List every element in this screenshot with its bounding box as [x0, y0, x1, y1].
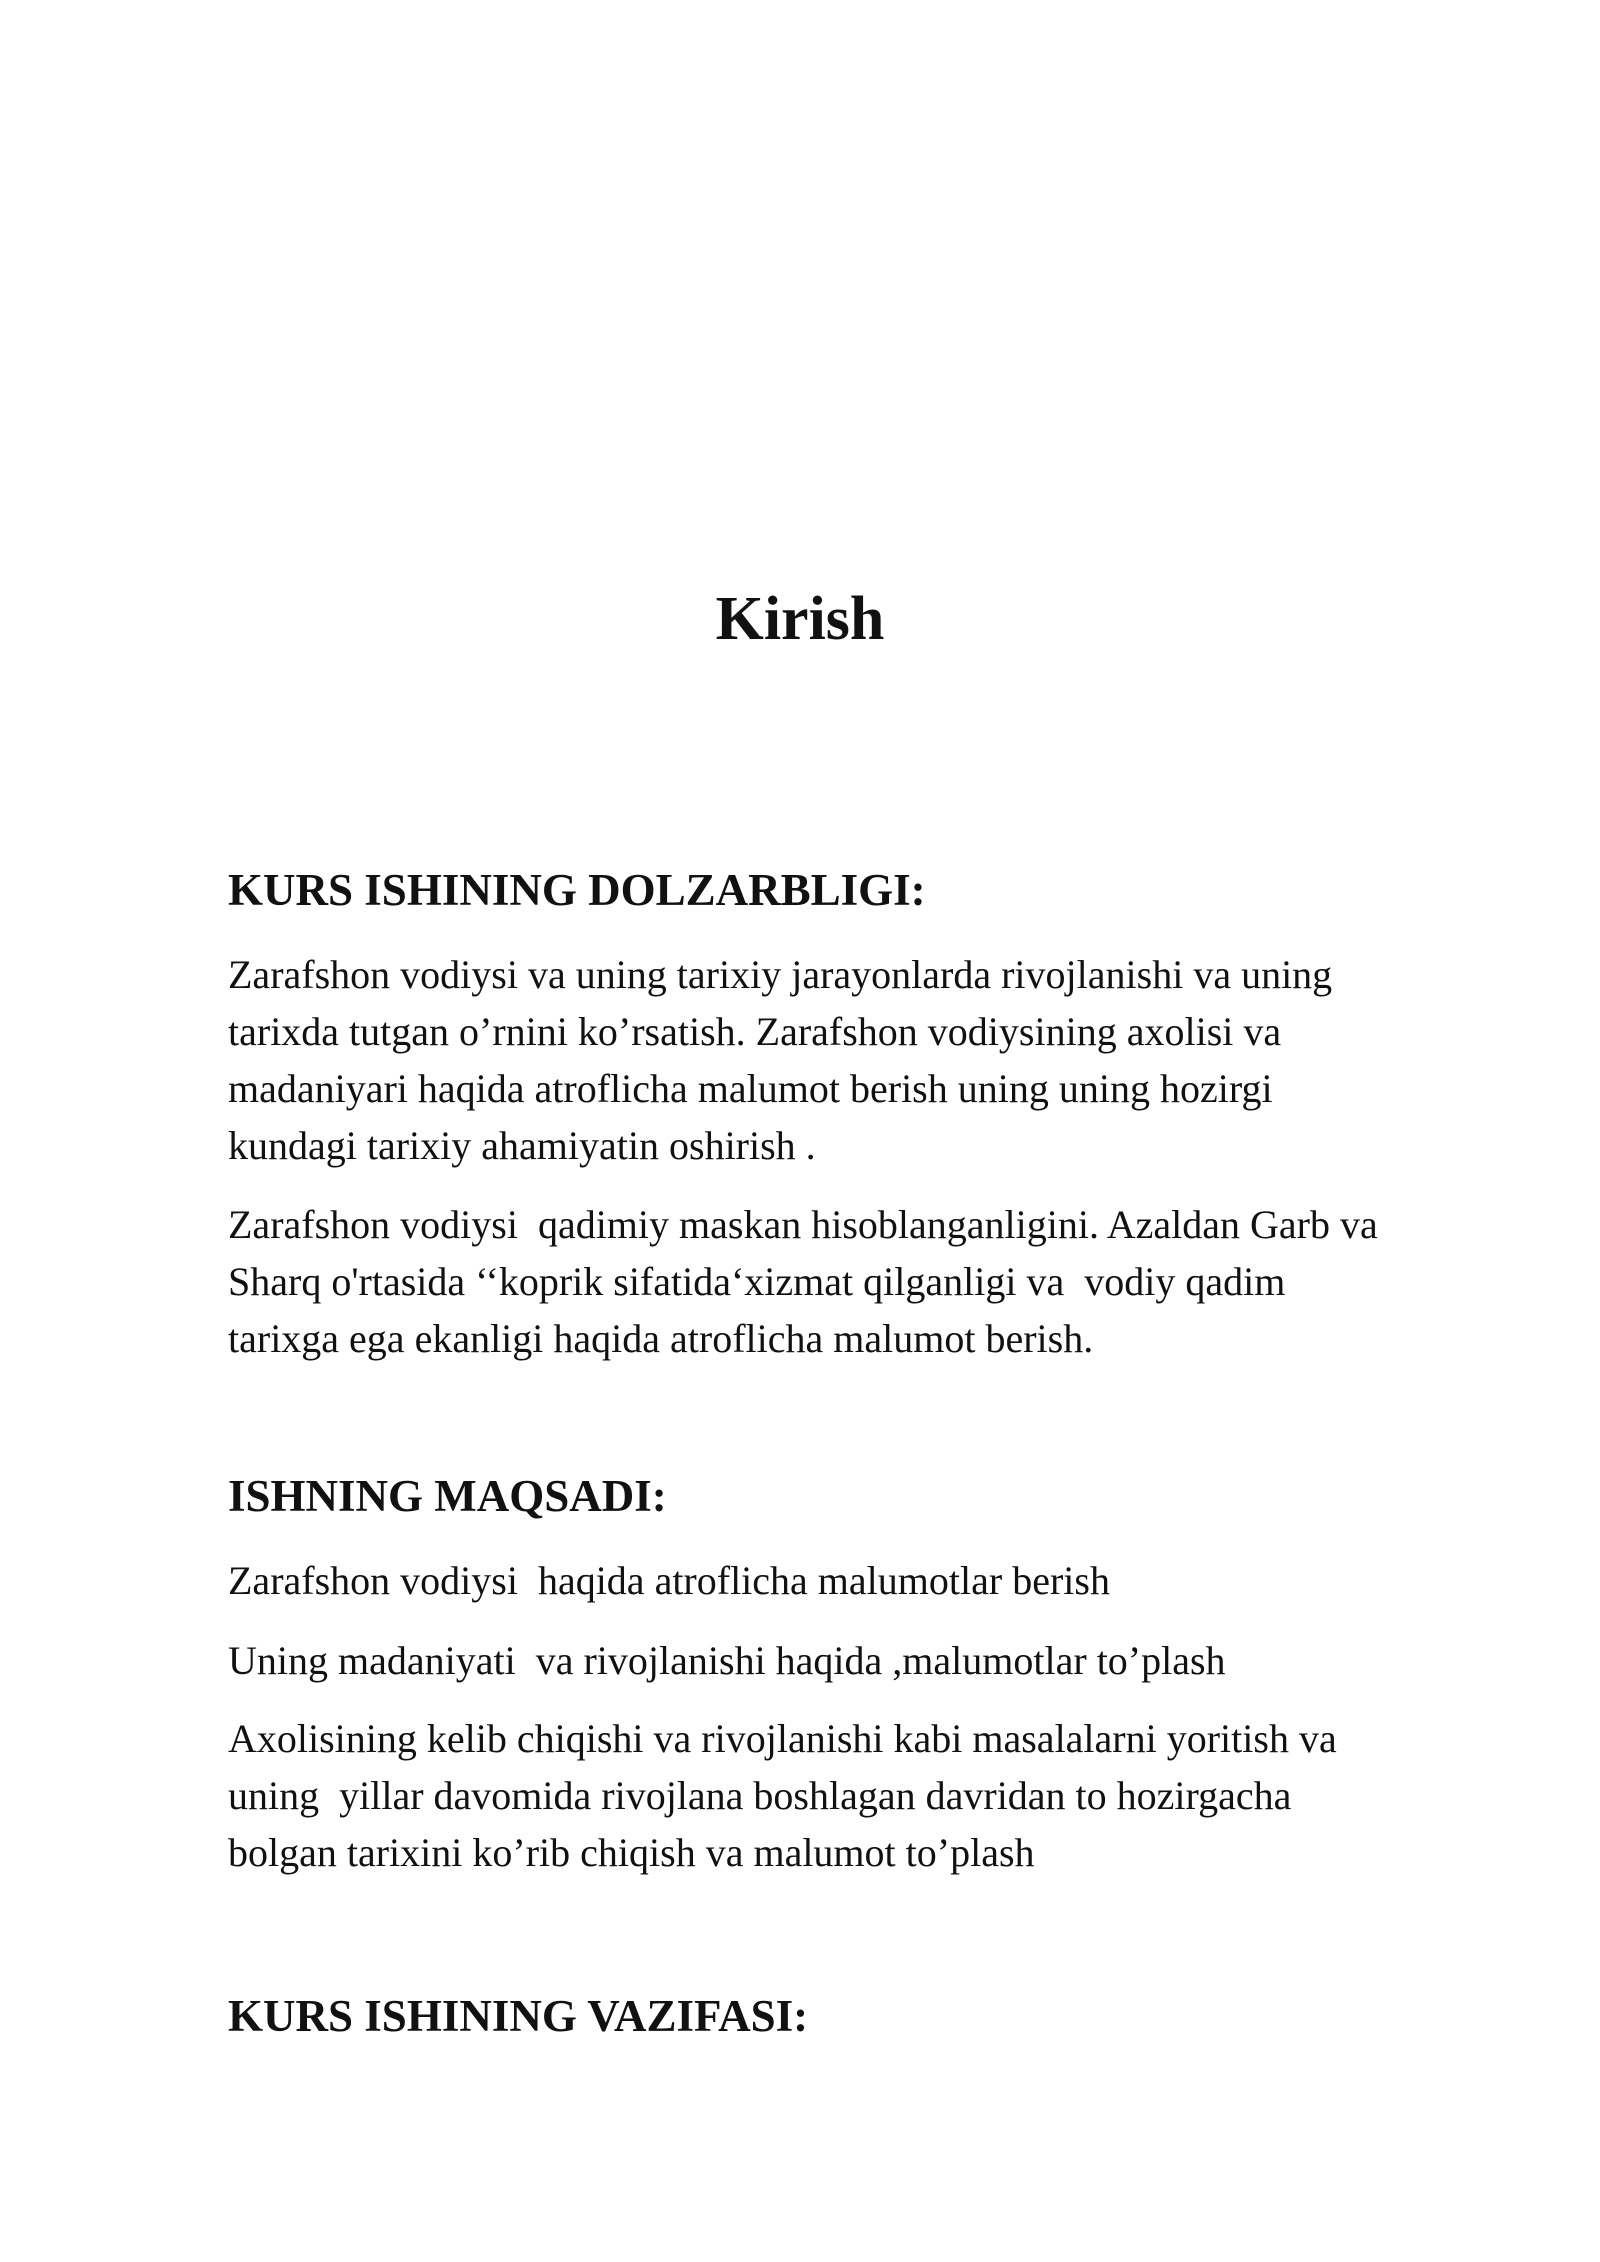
paragraph	[228, 946, 1508, 1174]
page-title: Kirish	[715, 585, 885, 653]
text-line: uning yillar davomida rivojlana boshlagan davridan to hozirgacha	[228, 1773, 1292, 1818]
paragraph	[228, 1196, 1508, 1367]
text-line: Axolisining kelib chiqishi va rivojlanishi kabi masalalarni yoritish va	[228, 1716, 1337, 1761]
paragraph	[228, 1710, 1508, 1881]
text-line: Zarafshon vodiysi qadimiy maskan hisoblanganligini. Azaldan Garb va	[228, 1202, 1378, 1247]
text-line: Uning madaniyati va rivojlanishi haqida ,malumotlar to’plash	[228, 1638, 1226, 1683]
text-line: bolgan tarixini ko’rib chiqish va malumot to’plash	[228, 1830, 1035, 1875]
text-line: Sharq o'rtasida ‘‘koprik sifatida‘xizmat qilganligi va vodiy qadim	[228, 1259, 1286, 1304]
text-line: tarixda tutgan o’rnini ko’rsatish. Zarafshon vodiysining axolisi va	[228, 1009, 1282, 1054]
section-heading-dolzarbligi: KURS ISHINING DOLZARBLIGI:	[228, 865, 926, 915]
section-heading-maqsadi: ISHNING MAQSADI:	[228, 1471, 667, 1521]
text-line: kundagi tarixiy ahamiyatin oshirish .	[228, 1123, 816, 1168]
section-heading-vazifasi: KURS ISHINING VAZIFASI:	[228, 1991, 809, 2041]
text-line: tarixga ega ekanligi haqida atroflicha malumot berish.	[228, 1316, 1094, 1361]
paragraph	[228, 1552, 1508, 1609]
text-line: Zarafshon vodiysi va uning tarixiy jarayonlarda rivojlanishi va uning	[228, 952, 1333, 997]
text-line: madaniyari haqida atroflicha malumot berish uning uning hozirgi	[228, 1066, 1273, 1111]
text-line: Zarafshon vodiysi haqida atroflicha malumotlar berish	[228, 1558, 1110, 1603]
paragraph	[228, 1632, 1508, 1689]
